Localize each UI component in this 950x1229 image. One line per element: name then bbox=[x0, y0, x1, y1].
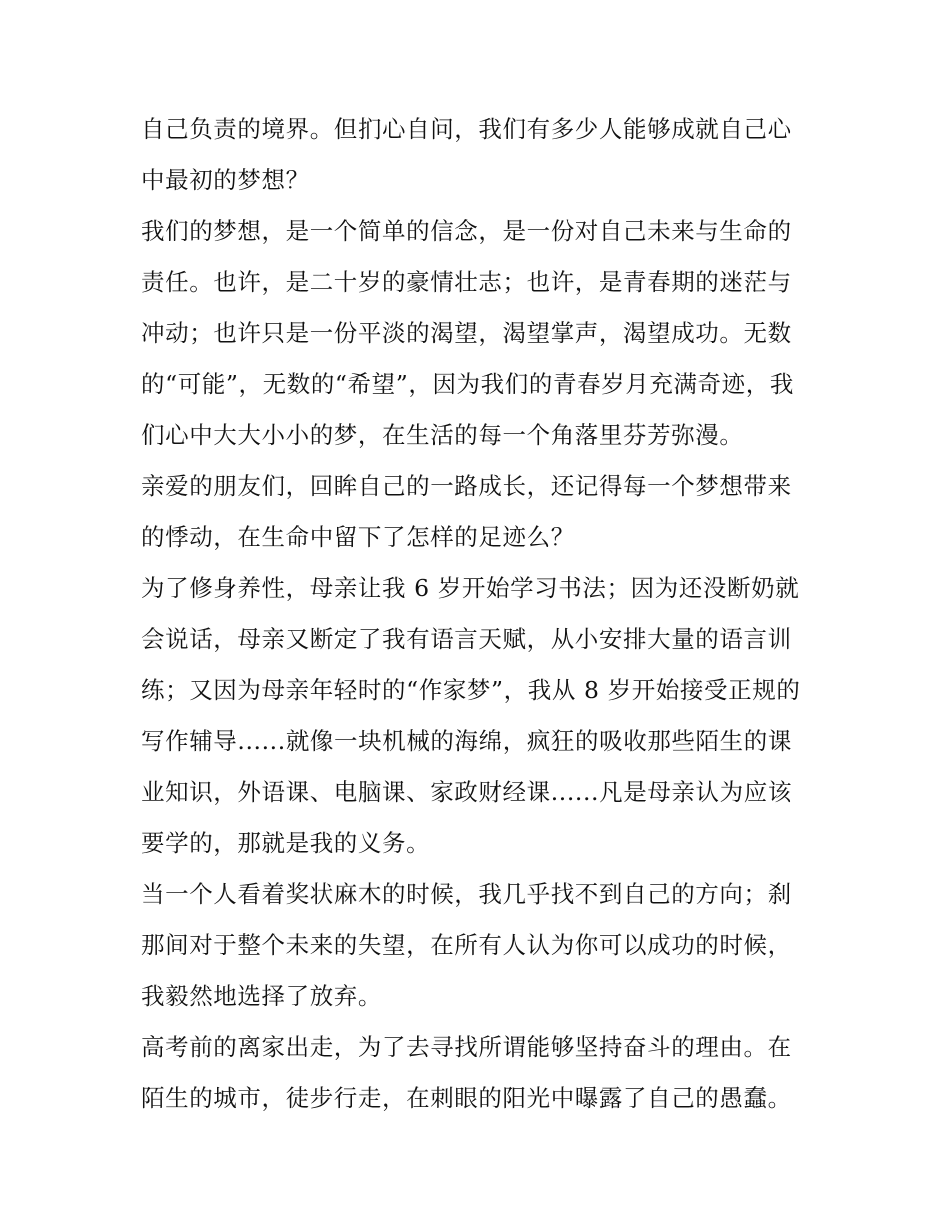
text-line: 陌生的城市，徒步行走，在刺眼的阳光中曝露了自己的愚蠢。 bbox=[141, 1084, 792, 1112]
text-line: 亲爱的朋友们，回眸自己的一路成长，还记得每一个梦想带来 bbox=[141, 472, 792, 500]
text-line: 当一个人看着奖状麻木的时候，我几乎找不到自己的方向；刹 bbox=[141, 880, 792, 908]
text-line: 会说话，母亲又断定了我有语言天赋，从小安排大量的语言训 bbox=[141, 625, 792, 653]
text-line: 写作辅导......就像一块机械的海绵，疯狂的吸收那些陌生的课 bbox=[141, 727, 792, 755]
text-line: 为了修身养性，母亲让我 6 岁开始学习书法；因为还没断奶就 bbox=[141, 574, 800, 602]
text-line: 高考前的离家出走，为了去寻找所谓能够坚持奋斗的理由。在 bbox=[141, 1033, 792, 1061]
text-line: 的“可能”，无数的“希望”，因为我们的青春岁月充满奇迹，我 bbox=[141, 370, 794, 398]
text-line: 责任。也许，是二十岁的豪情壮志；也许，是青春期的迷茫与 bbox=[141, 268, 792, 296]
text-line: 冲动；也许只是一份平淡的渴望，渴望掌声，渴望成功。无数 bbox=[141, 319, 792, 347]
text-line: 要学的，那就是我的义务。 bbox=[141, 829, 431, 857]
text-line: 我毅然地选择了放弃。 bbox=[141, 982, 382, 1010]
text-line: 练；又因为母亲年轻时的“作家梦”，我从 8 岁开始接受正规的 bbox=[141, 676, 801, 704]
text-line: 中最初的梦想？ bbox=[141, 166, 310, 194]
text-line: 的悸动，在生命中留下了怎样的足迹么？ bbox=[141, 523, 575, 551]
text-line: 那间对于整个未来的失望，在所有人认为你可以成功的时候， bbox=[141, 931, 792, 959]
text-line: 我们的梦想，是一个简单的信念，是一份对自己未来与生命的 bbox=[141, 217, 792, 245]
text-line: 业知识，外语课、电脑课、家政财经课......凡是母亲认为应该 bbox=[141, 778, 792, 806]
document-body bbox=[141, 104, 821, 1124]
text-line: 们心中大大小小的梦，在生活的每一个角落里芬芳弥漫。 bbox=[141, 421, 744, 449]
text-line: 自己负责的境界。但扪心自问，我们有多少人能够成就自己心 bbox=[141, 115, 792, 143]
